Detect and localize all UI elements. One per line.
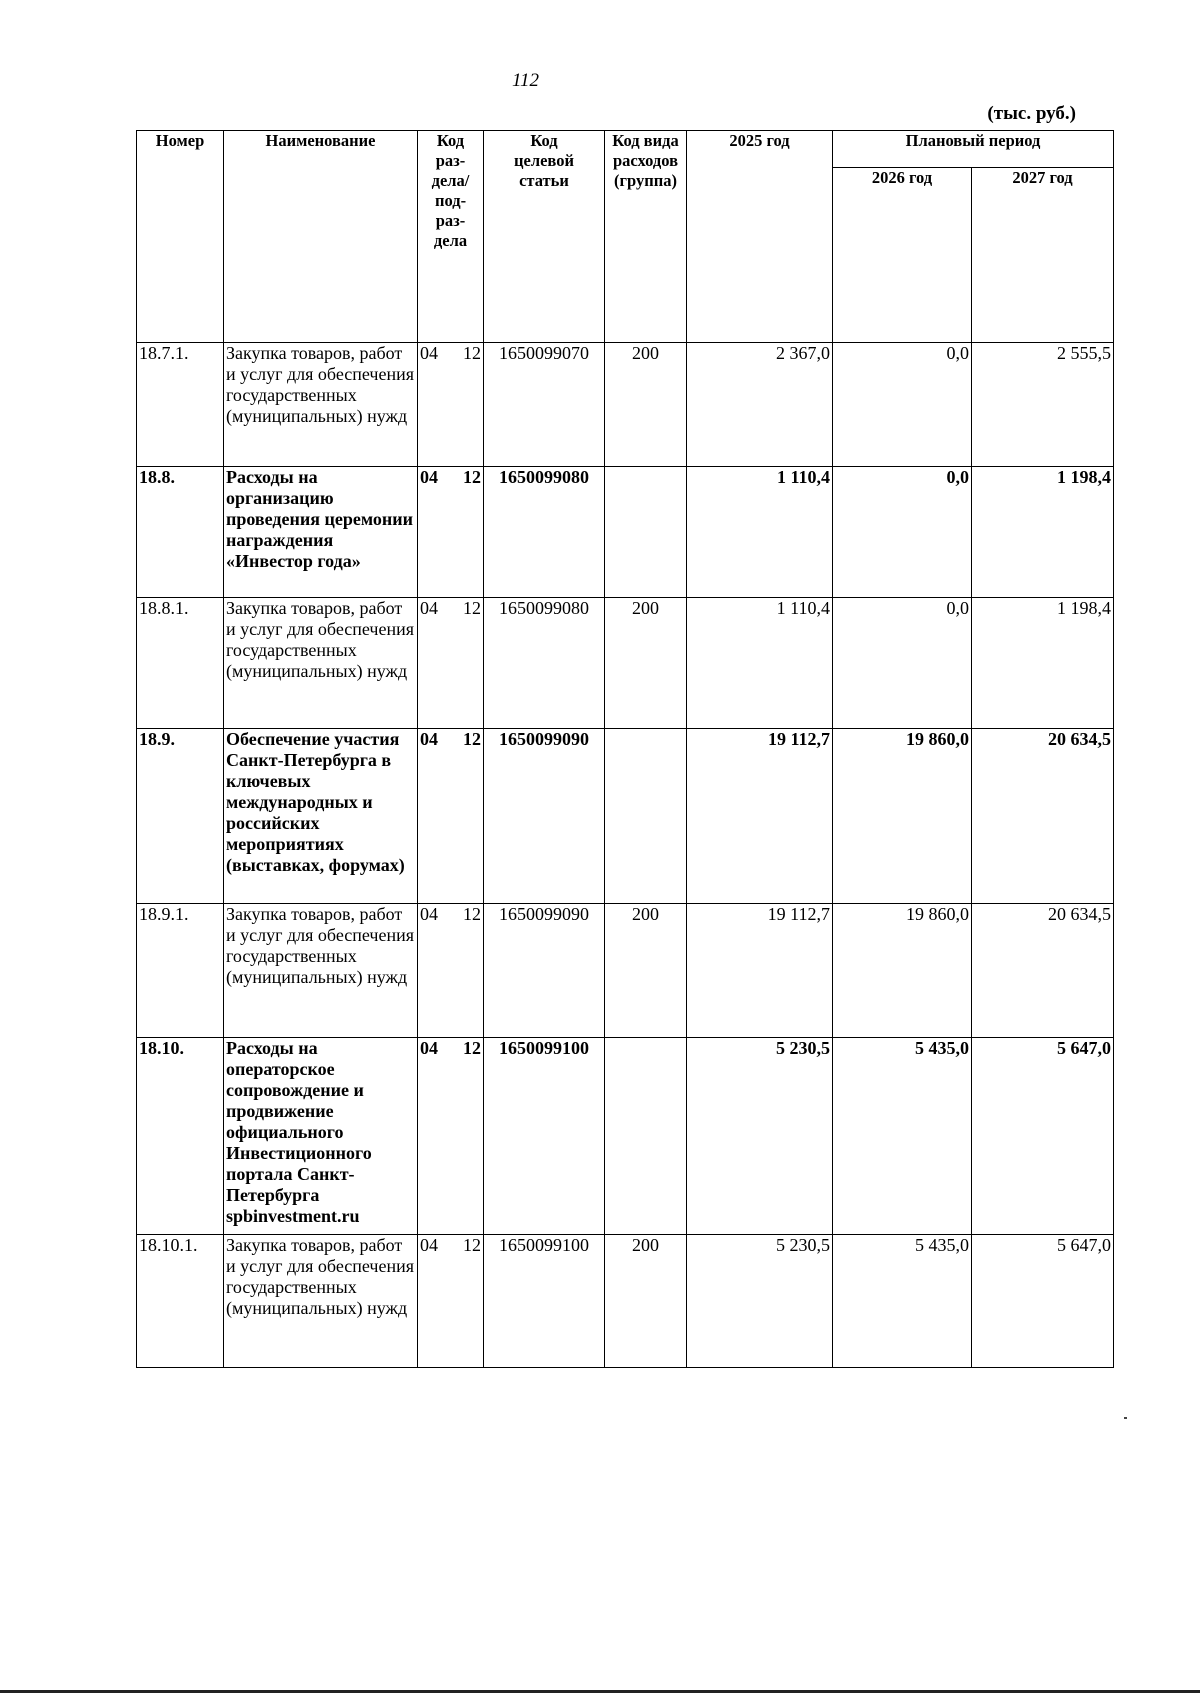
row-number: 18.8. — [137, 467, 224, 598]
row-value-2027: 20 634,5 — [972, 729, 1114, 904]
row-value-2025: 5 230,5 — [687, 1038, 833, 1235]
row-section-code — [418, 904, 484, 1038]
row-expense-type: 200 — [605, 1235, 687, 1368]
header-year-2025: 2025 год — [687, 131, 833, 343]
row-section: 04 — [420, 904, 438, 924]
row-name: Закупка товаров, работ и услуг для обеспечения государственных (муниципальных) нужд — [224, 1235, 418, 1368]
row-section: 04 — [420, 467, 438, 487]
row-subsection: 12 — [463, 467, 481, 487]
row-subsection: 12 — [463, 1038, 481, 1058]
row-number: 18.9. — [137, 729, 224, 904]
row-name: Расходы на операторское сопровождение и продвижение официального Инвестиционного портала Санкт-Петербурга spbinvestment.ru — [224, 1038, 418, 1235]
row-value-2025: 1 110,4 — [687, 467, 833, 598]
row-section-code — [418, 343, 484, 467]
row-value-2026: 0,0 — [833, 343, 972, 467]
row-value-2026: 0,0 — [833, 467, 972, 598]
row-name: Обеспечение участия Санкт-Петербурга в ключевых международных и российских мероприятиях (выставках, форумах) — [224, 729, 418, 904]
row-section: 04 — [420, 1038, 438, 1058]
row-section: 04 — [420, 343, 438, 363]
header-year-2026: 2026 год — [833, 168, 972, 343]
row-expense-type — [605, 729, 687, 904]
row-section: 04 — [420, 598, 438, 618]
row-expense-type — [605, 1038, 687, 1235]
row-subsection: 12 — [463, 729, 481, 749]
row-section: 04 — [420, 729, 438, 749]
row-expense-type: 200 — [605, 904, 687, 1038]
page-number: 112 — [511, 70, 540, 91]
row-expense-type: 200 — [605, 343, 687, 467]
page-bottom-edge — [0, 1690, 1200, 1693]
row-value-2025: 2 367,0 — [687, 343, 833, 467]
row-value-2026: 19 860,0 — [833, 904, 972, 1038]
row-name: Закупка товаров, работ и услуг для обеспечения государственных (муниципальных) нужд — [224, 598, 418, 729]
row-target-article: 1650099090 — [484, 904, 605, 1038]
row-number: 18.8.1. — [137, 598, 224, 729]
scan-mark — [1124, 1417, 1127, 1419]
table-row — [137, 343, 1114, 467]
row-number: 18.9.1. — [137, 904, 224, 1038]
table-row — [137, 1235, 1114, 1368]
row-name: Закупка товаров, работ и услуг для обеспечения государственных (муниципальных) нужд — [224, 343, 418, 467]
table-row — [137, 598, 1114, 729]
row-number: 18.10.1. — [137, 1235, 224, 1368]
row-section-code — [418, 1235, 484, 1368]
row-target-article: 1650099080 — [484, 598, 605, 729]
row-value-2027: 1 198,4 — [972, 467, 1114, 598]
header-target-article-code: Код целевой статьи — [484, 131, 605, 343]
row-target-article: 1650099090 — [484, 729, 605, 904]
table-row — [137, 1038, 1114, 1235]
header-expense-type-code: Код вида расходов (группа) — [605, 131, 687, 343]
table-body — [137, 343, 1114, 1368]
row-target-article: 1650099080 — [484, 467, 605, 598]
row-subsection: 12 — [463, 904, 481, 924]
row-name: Расходы на организацию проведения церемонии награждения «Инвестор года» — [224, 467, 418, 598]
table-row — [137, 467, 1114, 598]
header-number: Номер — [137, 131, 224, 343]
row-subsection: 12 — [463, 598, 481, 618]
row-section: 04 — [420, 1235, 438, 1255]
units-label: (тыс. руб.) — [987, 103, 1076, 124]
budget-table — [136, 130, 1114, 1368]
row-target-article: 1650099100 — [484, 1038, 605, 1235]
row-value-2026: 5 435,0 — [833, 1038, 972, 1235]
header-section-code: Код раз- дела/ под- раз- дела — [418, 131, 484, 343]
row-subsection: 12 — [463, 343, 481, 363]
row-value-2027: 20 634,5 — [972, 904, 1114, 1038]
row-target-article: 1650099100 — [484, 1235, 605, 1368]
row-target-article: 1650099070 — [484, 343, 605, 467]
row-value-2027: 5 647,0 — [972, 1235, 1114, 1368]
row-value-2025: 19 112,7 — [687, 729, 833, 904]
table-row — [137, 904, 1114, 1038]
row-section-code — [418, 729, 484, 904]
row-value-2027: 1 198,4 — [972, 598, 1114, 729]
row-value-2025: 1 110,4 — [687, 598, 833, 729]
row-value-2026: 5 435,0 — [833, 1235, 972, 1368]
row-number: 18.10. — [137, 1038, 224, 1235]
row-value-2025: 5 230,5 — [687, 1235, 833, 1368]
row-expense-type — [605, 467, 687, 598]
row-section-code — [418, 598, 484, 729]
table-row — [137, 729, 1114, 904]
row-value-2026: 0,0 — [833, 598, 972, 729]
header-year-2027: 2027 год — [972, 168, 1114, 343]
row-section-code — [418, 467, 484, 598]
table-header — [137, 131, 1114, 343]
row-value-2026: 19 860,0 — [833, 729, 972, 904]
header-name: Наименование — [224, 131, 418, 343]
header-planning-period: Плановый период — [833, 131, 1114, 168]
row-expense-type: 200 — [605, 598, 687, 729]
row-subsection: 12 — [463, 1235, 481, 1255]
row-number: 18.7.1. — [137, 343, 224, 467]
row-value-2027: 5 647,0 — [972, 1038, 1114, 1235]
row-name: Закупка товаров, работ и услуг для обеспечения государственных (муниципальных) нужд — [224, 904, 418, 1038]
row-value-2025: 19 112,7 — [687, 904, 833, 1038]
row-section-code — [418, 1038, 484, 1235]
row-value-2027: 2 555,5 — [972, 343, 1114, 467]
